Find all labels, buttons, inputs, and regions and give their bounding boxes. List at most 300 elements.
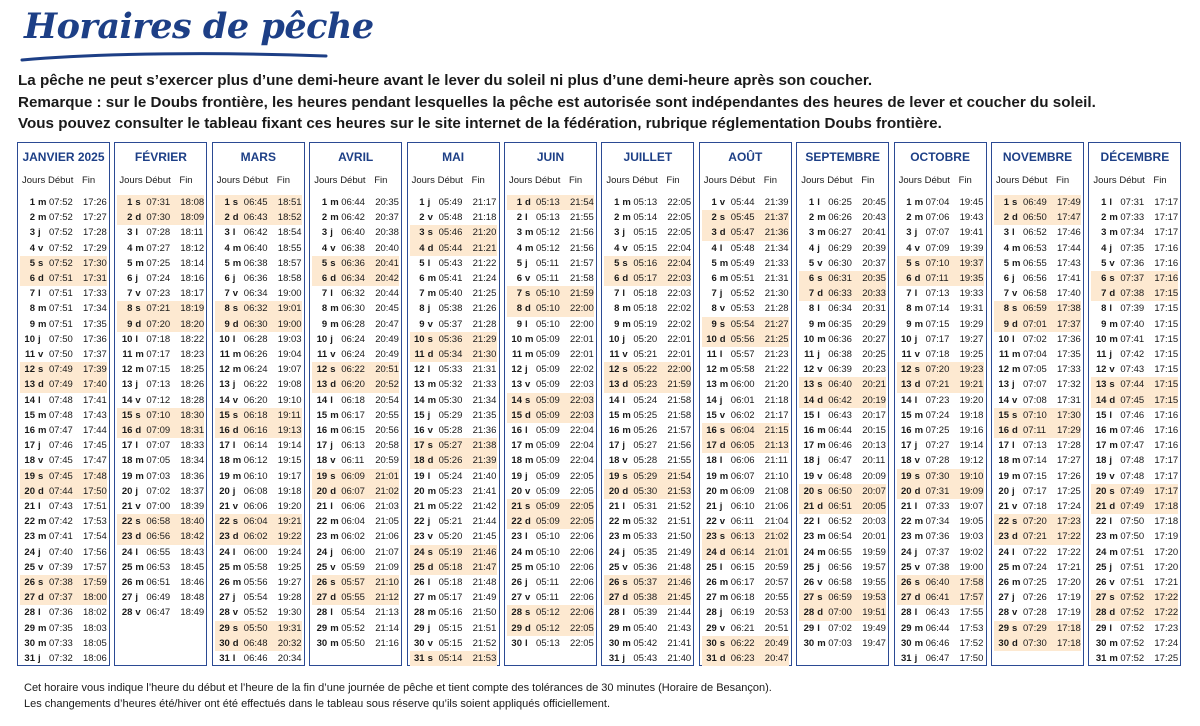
weekday-letter: s: [817, 379, 823, 391]
weekday-letter: l: [1109, 197, 1113, 208]
end-time: 20:01: [862, 531, 886, 543]
start-time: 06:42: [341, 212, 365, 224]
end-time: 21:24: [472, 273, 497, 284]
column-header: Début: [1119, 175, 1145, 186]
end-time: 20:47: [375, 318, 399, 330]
column-header: Fin: [276, 175, 290, 186]
day-number: 19: [998, 470, 1009, 482]
end-time: 20:17: [862, 409, 886, 421]
start-time: 05:09: [536, 425, 560, 436]
end-time: 21:57: [570, 257, 594, 269]
end-time: 21:58: [570, 273, 594, 284]
end-time: 17:51: [83, 501, 107, 512]
weekday-letter: v: [135, 607, 141, 619]
weekday-letter: m: [1109, 227, 1118, 239]
day-row: [799, 560, 886, 575]
weekday-letter: s: [719, 637, 726, 649]
day-row: [897, 529, 984, 544]
start-time: 07:34: [1120, 227, 1145, 239]
end-time: 21:23: [764, 349, 789, 360]
start-time: 07:02: [828, 622, 852, 634]
end-time: 17:28: [83, 227, 107, 239]
day-number: 15: [1095, 409, 1107, 421]
month-name: MARS: [240, 150, 276, 164]
day-row: [312, 408, 399, 423]
end-time: 20:45: [862, 197, 886, 208]
day-row: [897, 362, 984, 377]
day-number: 8: [224, 303, 230, 315]
end-time: 19:03: [277, 333, 302, 345]
end-time: 17:16: [1154, 425, 1179, 436]
day-number: 20: [24, 485, 35, 497]
day-row: [994, 514, 1081, 529]
start-time: 05:09: [536, 440, 560, 452]
day-row: [20, 195, 107, 210]
start-time: 07:27: [146, 242, 171, 254]
start-time: 05:31: [633, 501, 658, 512]
day-row: [897, 590, 984, 605]
day-row: [897, 195, 984, 210]
day-row: [507, 514, 594, 529]
day-row: [215, 469, 302, 484]
start-time: 05:11: [536, 257, 560, 269]
day-row: [1091, 225, 1178, 240]
end-time: 17:57: [83, 561, 107, 573]
day-row: [799, 256, 886, 271]
start-time: 05:09: [536, 470, 560, 482]
weekday-letter: v: [427, 531, 433, 543]
day-number: 29: [998, 622, 1009, 634]
weekday-letter: m: [1109, 637, 1118, 649]
day-number: 8: [906, 303, 912, 315]
column-header: Jours: [606, 175, 630, 186]
weekday-letter: j: [914, 440, 918, 452]
end-time: 17:19: [1057, 607, 1081, 619]
start-time: 05:09: [536, 379, 560, 391]
day-number: 21: [901, 501, 912, 512]
day-row: [117, 499, 204, 514]
weekday-letter: l: [38, 394, 41, 406]
day-number: 17: [316, 440, 328, 452]
start-time: 06:59: [828, 592, 852, 604]
start-time: 05:44: [730, 197, 755, 208]
day-row: [604, 271, 691, 286]
day-row: [799, 301, 886, 316]
day-number: 11: [901, 349, 912, 360]
day-row: [1091, 590, 1178, 605]
weekday-letter: m: [914, 318, 924, 330]
day-number: 20: [608, 485, 620, 497]
end-time: 22:05: [667, 197, 692, 208]
start-time: 07:15: [1023, 470, 1047, 482]
end-time: 20:41: [375, 257, 399, 269]
day-number: 6: [127, 273, 133, 284]
end-time: 17:28: [1057, 440, 1081, 452]
day-row: [215, 377, 302, 392]
day-row: [312, 332, 399, 347]
column-header: Début: [827, 175, 853, 186]
day-row: [799, 636, 886, 651]
end-time: 21:33: [764, 257, 789, 269]
end-time: 20:37: [862, 257, 886, 269]
end-time: 20:09: [862, 470, 886, 482]
day-number: 4: [29, 242, 35, 254]
day-number: 26: [901, 577, 912, 588]
day-number: 3: [224, 227, 230, 239]
start-time: 06:54: [828, 531, 852, 543]
start-time: 06:40: [341, 227, 365, 239]
start-time: 06:08: [243, 485, 268, 497]
end-time: 21:59: [570, 288, 594, 300]
weekday-letter: d: [38, 592, 44, 604]
start-time: 05:10: [536, 288, 560, 300]
end-time: 20:51: [764, 622, 789, 634]
weekday-letter: m: [1012, 455, 1021, 467]
day-row: [20, 286, 107, 301]
weekday-letter: s: [525, 607, 531, 619]
end-time: 17:50: [959, 653, 984, 664]
start-time: 07:18: [1023, 501, 1047, 512]
start-time: 05:28: [633, 455, 658, 467]
weekday-letter: v: [38, 561, 44, 573]
end-time: 21:52: [472, 637, 497, 649]
end-time: 21:45: [472, 531, 497, 543]
day-row: [215, 651, 302, 666]
day-number: 27: [511, 592, 522, 604]
day-row: [215, 545, 302, 560]
start-time: 07:11: [1023, 425, 1047, 436]
start-time: 06:04: [341, 516, 365, 528]
end-time: 19:47: [862, 637, 886, 649]
end-time: 19:08: [277, 379, 302, 391]
weekday-letter: d: [719, 227, 726, 239]
day-row: [215, 408, 302, 423]
day-row: [799, 514, 886, 529]
day-number: 15: [803, 409, 815, 421]
day-number: 18: [901, 455, 912, 467]
weekday-letter: m: [135, 577, 144, 588]
day-number: 13: [316, 379, 328, 391]
day-number: 26: [414, 577, 425, 588]
day-row: [20, 362, 107, 377]
day-number: 17: [1095, 440, 1107, 452]
end-time: 18:37: [180, 485, 205, 497]
weekday-letter: l: [232, 333, 236, 345]
end-time: 20:11: [862, 455, 886, 467]
end-time: 21:10: [375, 577, 399, 588]
start-time: 05:18: [438, 577, 463, 588]
column-header: Début: [632, 175, 658, 186]
weekday-letter: j: [135, 592, 139, 604]
day-row: [897, 317, 984, 332]
end-time: 21:17: [764, 409, 789, 421]
day-row: [702, 423, 789, 438]
day-number: 28: [608, 607, 620, 619]
day-row: [410, 241, 497, 256]
day-number: 13: [706, 379, 717, 391]
start-time: 06:44: [341, 197, 365, 208]
start-time: 07:12: [146, 394, 171, 406]
start-time: 05:20: [438, 531, 463, 543]
end-time: 17:53: [959, 622, 984, 634]
day-number: 30: [511, 637, 522, 649]
start-time: 05:12: [536, 227, 560, 239]
day-number: 23: [511, 531, 522, 543]
weekday-letter: m: [914, 516, 924, 528]
weekday-letter: m: [330, 409, 339, 421]
day-row: [312, 605, 399, 620]
day-number: 8: [1003, 303, 1009, 315]
weekday-letter: s: [1012, 197, 1018, 208]
column-header: Début: [145, 175, 171, 186]
end-time: 17:36: [83, 333, 107, 345]
day-number: 19: [316, 470, 328, 482]
day-row: [994, 317, 1081, 332]
start-time: 05:09: [536, 455, 560, 467]
day-row: [604, 210, 691, 225]
end-time: 19:59: [862, 546, 886, 558]
start-time: 06:26: [828, 212, 852, 224]
weekday-letter: j: [817, 455, 820, 467]
weekday-letter: v: [330, 349, 336, 360]
end-time: 21:26: [472, 303, 497, 315]
start-time: 07:14: [925, 303, 950, 315]
weekday-letter: d: [1012, 212, 1018, 224]
end-time: 18:00: [83, 592, 107, 604]
day-row: [994, 362, 1081, 377]
column-header: Début: [48, 175, 74, 186]
day-row: [312, 621, 399, 636]
day-row: [507, 484, 594, 499]
day-row: [799, 377, 886, 392]
weekday-letter: l: [719, 349, 723, 360]
start-time: 07:03: [146, 470, 171, 482]
weekday-letter: s: [232, 409, 239, 421]
weekday-letter: m: [719, 592, 729, 604]
start-time: 06:13: [730, 531, 755, 543]
end-time: 19:20: [959, 394, 984, 406]
start-time: 05:19: [633, 318, 658, 330]
day-number: 1: [808, 197, 815, 208]
month-name: FÉVRIER: [134, 150, 187, 164]
day-number: 19: [901, 470, 912, 482]
weekday-letter: d: [38, 485, 44, 497]
weekday-letter: m: [719, 485, 729, 497]
day-row: [604, 560, 691, 575]
start-time: 05:27: [438, 440, 463, 452]
start-time: 06:15: [730, 561, 755, 573]
end-time: 18:48: [180, 592, 205, 604]
start-time: 06:02: [730, 409, 755, 421]
day-number: 15: [901, 409, 912, 421]
start-time: 05:09: [536, 516, 560, 528]
day-number: 29: [803, 622, 815, 634]
weekday-letter: m: [1109, 318, 1118, 330]
day-row: [897, 453, 984, 468]
day-number: 16: [511, 425, 522, 436]
day-number: 3: [419, 227, 425, 239]
day-number: 9: [1003, 318, 1009, 330]
weekday-letter: v: [817, 364, 823, 376]
end-time: 17:47: [1057, 212, 1081, 224]
weekday-letter: l: [622, 501, 626, 512]
weekday-letter: j: [330, 546, 333, 558]
start-time: 05:18: [633, 288, 658, 300]
weekday-letter: m: [1109, 546, 1118, 558]
end-time: 21:25: [472, 288, 497, 300]
weekday-letter: s: [1012, 622, 1018, 634]
weekday-letter: m: [232, 242, 242, 254]
start-time: 07:09: [925, 242, 950, 254]
weekday-letter: j: [914, 653, 918, 664]
day-row: [799, 225, 886, 240]
start-time: 06:10: [730, 501, 755, 512]
day-number: 29: [706, 622, 717, 634]
day-number: 24: [511, 546, 522, 558]
end-time: 19:57: [862, 561, 886, 573]
day-number: 8: [614, 303, 620, 315]
start-time: 07:51: [49, 318, 73, 330]
start-time: 05:47: [730, 227, 755, 239]
start-time: 06:46: [828, 440, 852, 452]
day-number: 27: [901, 592, 912, 604]
start-time: 05:58: [730, 364, 755, 376]
day-number: 11: [804, 349, 815, 360]
weekday-letter: j: [1109, 242, 1113, 254]
day-row: [897, 347, 984, 362]
footnote-line: Cet horaire vous indique l’heure du début et l’heure de la fin d’une journée de pêche et tient compte des tolérances de 30 minutes (Horaire de Besançon).: [24, 682, 772, 694]
start-time: 05:44: [438, 242, 463, 254]
day-row: [20, 560, 107, 575]
day-number: 17: [608, 440, 620, 452]
day-number: 15: [121, 409, 133, 421]
start-time: 07:28: [146, 227, 171, 239]
end-time: 19:35: [959, 273, 984, 284]
end-time: 20:59: [764, 561, 789, 573]
weekday-letter: m: [330, 531, 339, 543]
end-time: 22:03: [667, 273, 692, 284]
weekday-letter: d: [330, 592, 336, 604]
weekday-letter: m: [38, 197, 47, 208]
start-time: 06:12: [243, 455, 268, 467]
start-time: 07:44: [1120, 379, 1145, 391]
start-time: 05:09: [536, 485, 560, 497]
day-number: 27: [1095, 592, 1107, 604]
day-row: [507, 195, 594, 210]
end-time: 21:33: [472, 379, 497, 391]
end-time: 21:56: [570, 242, 594, 254]
start-time: 07:37: [1120, 273, 1145, 284]
start-time: 06:32: [341, 288, 365, 300]
day-row: [604, 605, 691, 620]
end-time: 20:34: [277, 653, 302, 664]
title-underline: [20, 50, 330, 64]
day-number: 29: [1095, 622, 1107, 634]
start-time: 07:18: [146, 333, 171, 345]
end-time: 20:37: [375, 212, 399, 224]
day-number: 6: [808, 273, 815, 284]
day-row: [410, 621, 497, 636]
end-time: 20:51: [375, 364, 399, 376]
end-time: 20:03: [862, 516, 886, 528]
end-time: 21:11: [764, 455, 788, 467]
day-row: [994, 408, 1081, 423]
start-time: 07:20: [1023, 516, 1047, 528]
end-time: 21:42: [472, 501, 497, 512]
end-time: 19:07: [959, 501, 984, 512]
weekday-letter: v: [817, 577, 823, 588]
weekday-letter: d: [719, 546, 726, 558]
month-table: [309, 142, 402, 666]
day-number: 26: [316, 577, 328, 588]
day-number: 10: [24, 333, 35, 345]
weekday-letter: m: [622, 318, 631, 330]
day-number: 6: [419, 273, 425, 284]
start-time: 05:37: [633, 577, 658, 588]
start-time: 06:35: [828, 318, 852, 330]
day-row: [312, 362, 399, 377]
weekday-letter: s: [330, 364, 336, 376]
end-time: 17:35: [83, 318, 107, 330]
day-row: [994, 271, 1081, 286]
day-row: [604, 347, 691, 362]
end-time: 18:42: [180, 531, 205, 543]
day-row: [312, 484, 399, 499]
day-row: [117, 393, 204, 408]
start-time: 07:13: [146, 379, 171, 391]
start-time: 05:10: [536, 531, 560, 543]
weekday-letter: m: [525, 440, 534, 452]
day-number: 11: [122, 349, 133, 360]
day-number: 11: [998, 349, 1009, 360]
end-time: 21:21: [472, 242, 497, 254]
day-number: 22: [121, 516, 133, 528]
end-time: 17:37: [1057, 318, 1081, 330]
day-number: 22: [803, 516, 815, 528]
day-row: [897, 332, 984, 347]
day-row: [702, 347, 789, 362]
start-time: 06:00: [243, 546, 268, 558]
start-time: 05:33: [633, 531, 658, 543]
weekday-letter: m: [135, 561, 144, 573]
day-row: [20, 423, 107, 438]
weekday-letter: j: [817, 242, 820, 254]
end-time: 20:39: [862, 242, 886, 254]
day-number: 1: [614, 197, 620, 208]
day-number: 30: [24, 637, 35, 649]
day-number: 16: [998, 425, 1009, 436]
day-row: [117, 590, 204, 605]
start-time: 06:18: [341, 394, 365, 406]
weekday-letter: m: [135, 349, 144, 360]
start-time: 06:26: [243, 349, 268, 360]
day-number: 9: [614, 318, 620, 330]
day-row: [215, 453, 302, 468]
column-header: Fin: [179, 175, 193, 186]
day-row: [604, 393, 691, 408]
day-row: [20, 545, 107, 560]
end-time: 20:47: [764, 653, 789, 664]
start-time: 05:10: [536, 561, 560, 573]
end-time: 17:25: [1057, 485, 1081, 497]
intro-line: Remarque : sur le Doubs frontière, les heures pendant lesquelles la pêche est autorisée sont indépendantes des heures de lever et coucher du soleil.: [18, 93, 1096, 111]
weekday-letter: m: [719, 470, 729, 482]
start-time: 07:00: [146, 501, 171, 512]
weekday-letter: m: [232, 470, 242, 482]
start-time: 07:20: [146, 318, 171, 330]
start-time: 06:58: [1023, 288, 1047, 300]
day-number: 11: [706, 349, 717, 360]
